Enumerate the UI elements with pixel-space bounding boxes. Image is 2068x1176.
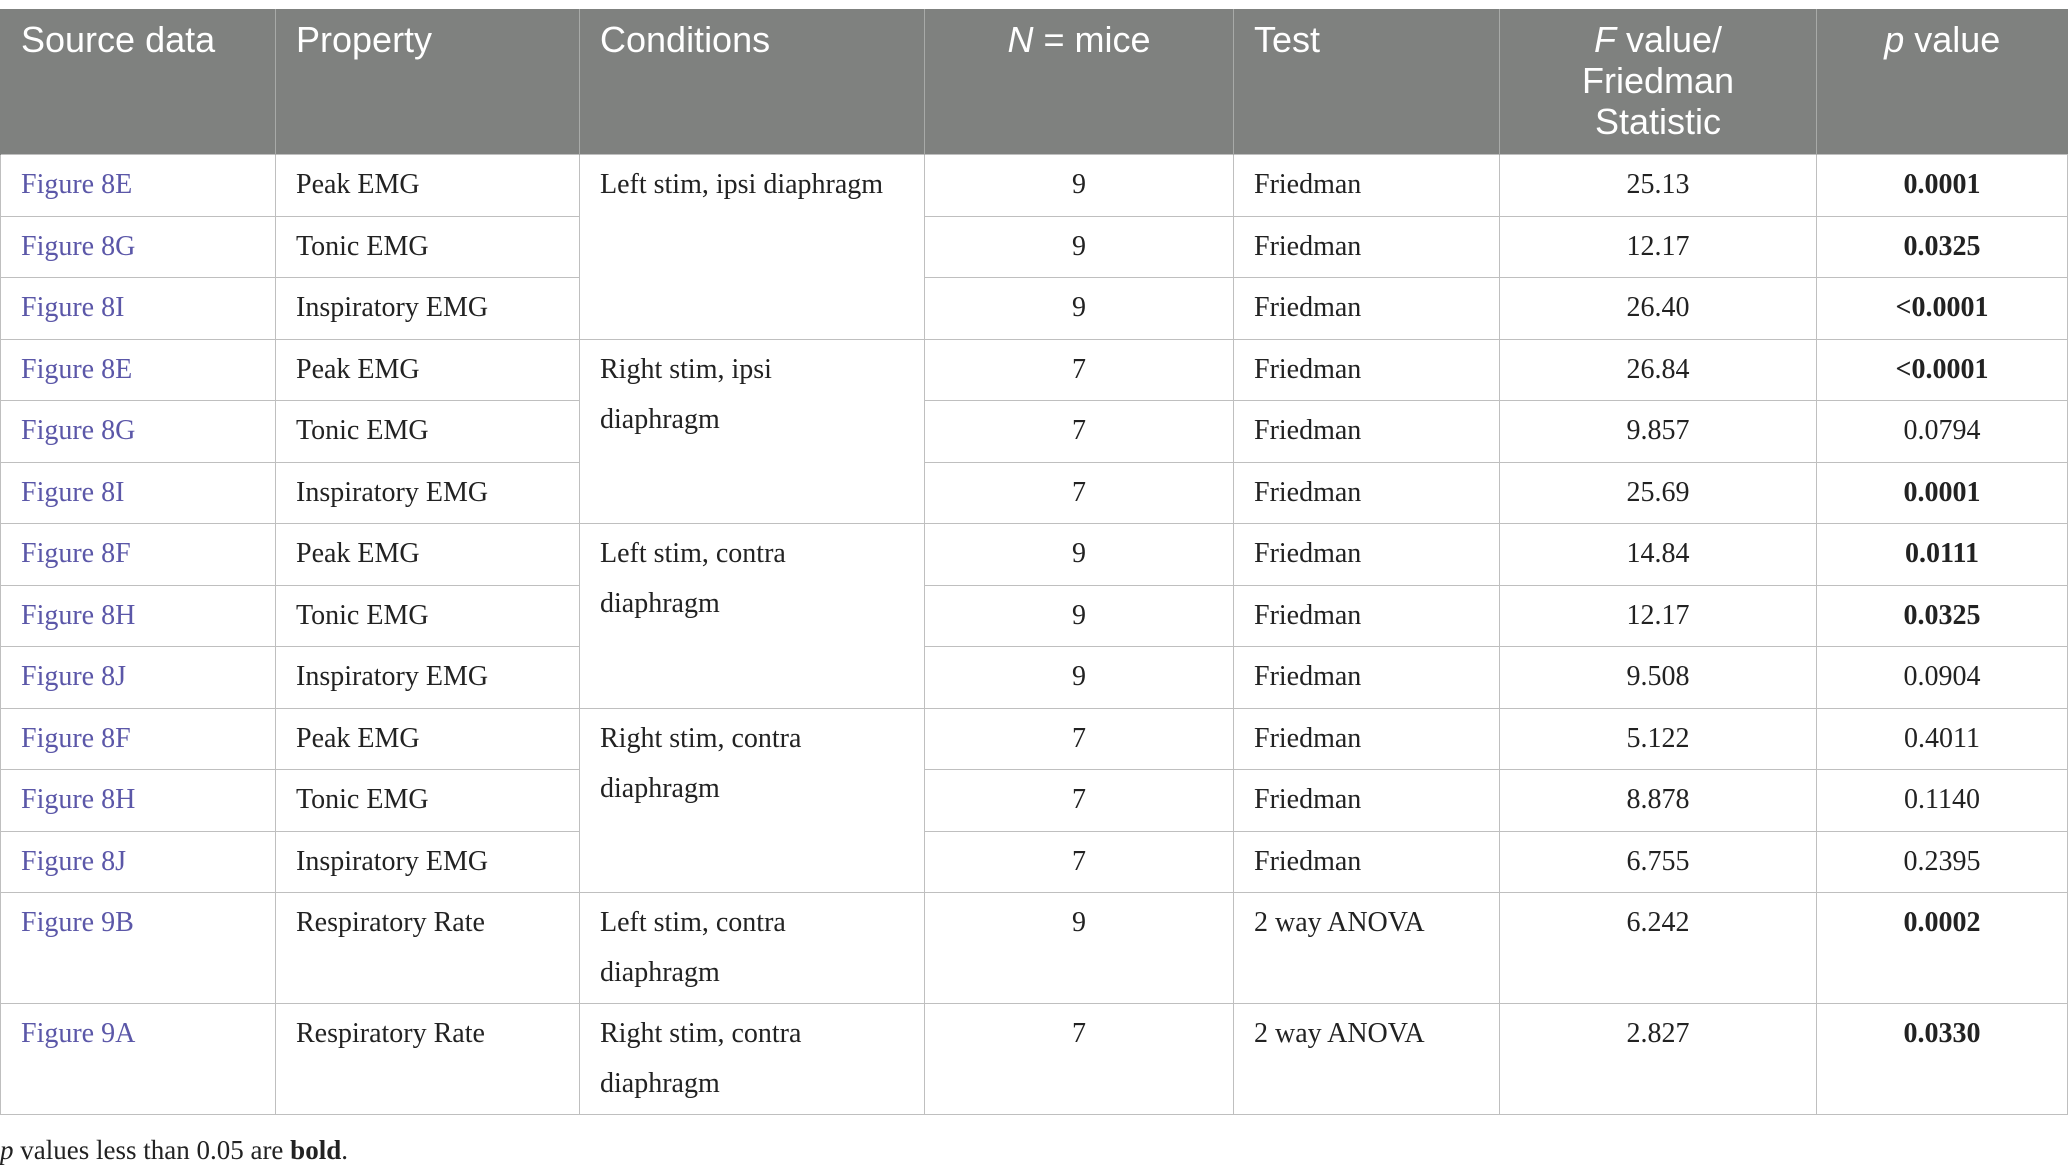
table-row (1, 585, 2068, 647)
p-cell: 0.4011 (1817, 708, 2068, 770)
test-cell: Friedman (1234, 401, 1500, 463)
f-cell: 25.13 (1500, 155, 1817, 217)
f-cell: 12.17 (1500, 585, 1817, 647)
source-cell[interactable]: Figure 8F (1, 524, 276, 586)
conditions-line-1: Right stim, contra (600, 1018, 802, 1049)
conditions-cell (580, 708, 925, 893)
footnote-text-2: . (341, 1135, 348, 1165)
conditions-line-2: diaphragm (600, 772, 720, 804)
source-cell[interactable]: Figure 8E (1, 155, 276, 217)
p-cell: 0.0111 (1817, 524, 2068, 586)
table-row (1, 831, 2068, 893)
header-test (1234, 9, 1500, 155)
conditions-cell (580, 893, 925, 1004)
table-row (1, 524, 2068, 586)
header-row (1, 9, 2068, 155)
property-cell: Inspiratory EMG (276, 831, 580, 893)
f-cell: 12.17 (1500, 216, 1817, 278)
source-cell[interactable]: Figure 8J (1, 831, 276, 893)
f-cell: 5.122 (1500, 708, 1817, 770)
n-cell: 7 (925, 462, 1234, 524)
table-row (1, 339, 2068, 401)
conditions-line-1: Left stim, contra (600, 907, 786, 938)
test-cell: Friedman (1234, 708, 1500, 770)
property-cell: Tonic EMG (276, 585, 580, 647)
n-cell: 7 (925, 1004, 1234, 1115)
p-cell: 0.0794 (1817, 401, 2068, 463)
header-n-rest: = mice (1033, 19, 1151, 60)
table-row (1, 893, 2068, 1004)
conditions-line-2: diaphragm (600, 403, 720, 435)
p-cell: 0.0001 (1817, 462, 2068, 524)
header-f-rest-1: value/ (1615, 19, 1723, 60)
footnote-p-italic: p (0, 1135, 14, 1165)
table-row (1, 462, 2068, 524)
test-cell: 2 way ANOVA (1234, 893, 1500, 1004)
stats-table (0, 9, 2068, 1115)
property-cell: Inspiratory EMG (276, 278, 580, 340)
p-cell: 0.0002 (1817, 893, 2068, 1004)
f-cell: 26.40 (1500, 278, 1817, 340)
table-footnote (0, 1132, 348, 1168)
test-cell: Friedman (1234, 278, 1500, 340)
table-row (1, 708, 2068, 770)
test-cell: Friedman (1234, 462, 1500, 524)
f-cell: 9.508 (1500, 647, 1817, 709)
header-f-rest-2: Friedman (1581, 60, 1735, 101)
conditions-line-2: diaphragm (600, 1068, 720, 1099)
header-n-mice (925, 9, 1234, 155)
p-cell: 0.0330 (1817, 1004, 2068, 1115)
header-conditions-label: Conditions (600, 19, 771, 60)
f-cell: 26.84 (1500, 339, 1817, 401)
property-cell: Peak EMG (276, 339, 580, 401)
n-cell: 9 (925, 893, 1234, 1004)
test-cell: Friedman (1234, 770, 1500, 832)
p-cell: <0.0001 (1817, 339, 2068, 401)
source-cell[interactable]: Figure 8H (1, 770, 276, 832)
source-cell[interactable]: Figure 8G (1, 401, 276, 463)
header-property-label: Property (296, 19, 433, 60)
test-cell: Friedman (1234, 339, 1500, 401)
header-n-italic: N (1007, 19, 1034, 60)
table-row (1, 155, 2068, 217)
header-source-label: Source data (21, 19, 216, 60)
n-cell: 9 (925, 524, 1234, 586)
f-cell: 8.878 (1500, 770, 1817, 832)
table-row (1, 278, 2068, 340)
header-property (276, 9, 580, 155)
n-cell: 9 (925, 155, 1234, 217)
table-row (1, 216, 2068, 278)
property-cell: Tonic EMG (276, 216, 580, 278)
test-cell: Friedman (1234, 585, 1500, 647)
header-conditions (580, 9, 925, 155)
header-p-italic: p (1884, 19, 1905, 60)
conditions-cell (580, 339, 925, 524)
p-cell: 0.1140 (1817, 770, 2068, 832)
footnote-bold-word: bold (290, 1135, 342, 1165)
n-cell: 9 (925, 216, 1234, 278)
source-cell[interactable]: Figure 9A (1, 1004, 276, 1115)
table-row (1, 401, 2068, 463)
property-cell: Peak EMG (276, 155, 580, 217)
conditions-cell: Left stim, ipsi diaphragm (580, 155, 925, 340)
f-cell: 6.242 (1500, 893, 1817, 1004)
p-cell: 0.0904 (1817, 647, 2068, 709)
source-cell[interactable]: Figure 9B (1, 893, 276, 1004)
test-cell: Friedman (1234, 647, 1500, 709)
n-cell: 7 (925, 401, 1234, 463)
conditions-line-2: diaphragm (600, 588, 720, 619)
conditions-cell (580, 1004, 925, 1115)
test-cell: Friedman (1234, 831, 1500, 893)
source-cell[interactable]: Figure 8E (1, 339, 276, 401)
n-cell: 9 (925, 585, 1234, 647)
header-f-italic: F (1593, 19, 1616, 60)
test-cell: 2 way ANOVA (1234, 1004, 1500, 1115)
property-cell: Tonic EMG (276, 770, 580, 832)
property-cell: Peak EMG (276, 708, 580, 770)
table-body (1, 155, 2068, 1115)
f-cell: 6.755 (1500, 831, 1817, 893)
conditions-cell (580, 524, 925, 709)
conditions-line-1: Right stim, contra (600, 722, 802, 754)
p-cell: 0.0325 (1817, 585, 2068, 647)
footnote-text-1: values less than 0.05 are (13, 1135, 291, 1165)
property-cell: Respiratory Rate (276, 893, 580, 1004)
source-cell[interactable]: Figure 8G (1, 216, 276, 278)
source-cell[interactable]: Figure 8I (1, 462, 276, 524)
source-cell[interactable]: Figure 8J (1, 647, 276, 709)
p-cell: 0.0325 (1817, 216, 2068, 278)
header-f-rest-3: Statistic (1594, 101, 1722, 142)
f-cell: 2.827 (1500, 1004, 1817, 1115)
n-cell: 9 (925, 647, 1234, 709)
source-cell[interactable]: Figure 8H (1, 585, 276, 647)
p-cell: 0.0001 (1817, 155, 2068, 217)
header-p-rest: value (1904, 19, 2001, 60)
header-p-value (1817, 9, 2068, 155)
table-row (1, 647, 2068, 709)
header-test-label: Test (1254, 19, 1321, 60)
property-cell: Inspiratory EMG (276, 462, 580, 524)
n-cell: 9 (925, 278, 1234, 340)
property-cell: Peak EMG (276, 524, 580, 586)
table-header (1, 9, 2068, 155)
conditions-line-2: diaphragm (600, 957, 720, 988)
p-cell: <0.0001 (1817, 278, 2068, 340)
n-cell: 7 (925, 708, 1234, 770)
table-row (1, 770, 2068, 832)
conditions-line-1: Right stim, ipsi (600, 353, 772, 385)
test-cell: Friedman (1234, 524, 1500, 586)
header-f-value (1500, 9, 1817, 155)
f-cell: 9.857 (1500, 401, 1817, 463)
header-source-data (1, 9, 276, 155)
source-cell[interactable]: Figure 8I (1, 278, 276, 340)
p-cell: 0.2395 (1817, 831, 2068, 893)
property-cell: Respiratory Rate (276, 1004, 580, 1115)
test-cell: Friedman (1234, 216, 1500, 278)
n-cell: 7 (925, 831, 1234, 893)
property-cell: Inspiratory EMG (276, 647, 580, 709)
n-cell: 7 (925, 770, 1234, 832)
f-cell: 25.69 (1500, 462, 1817, 524)
source-cell[interactable]: Figure 8F (1, 708, 276, 770)
property-cell: Tonic EMG (276, 401, 580, 463)
conditions-line-1: Left stim, contra (600, 538, 786, 569)
stats-table-container (0, 9, 2068, 1115)
test-cell: Friedman (1234, 155, 1500, 217)
n-cell: 7 (925, 339, 1234, 401)
f-cell: 14.84 (1500, 524, 1817, 586)
table-row (1, 1004, 2068, 1115)
